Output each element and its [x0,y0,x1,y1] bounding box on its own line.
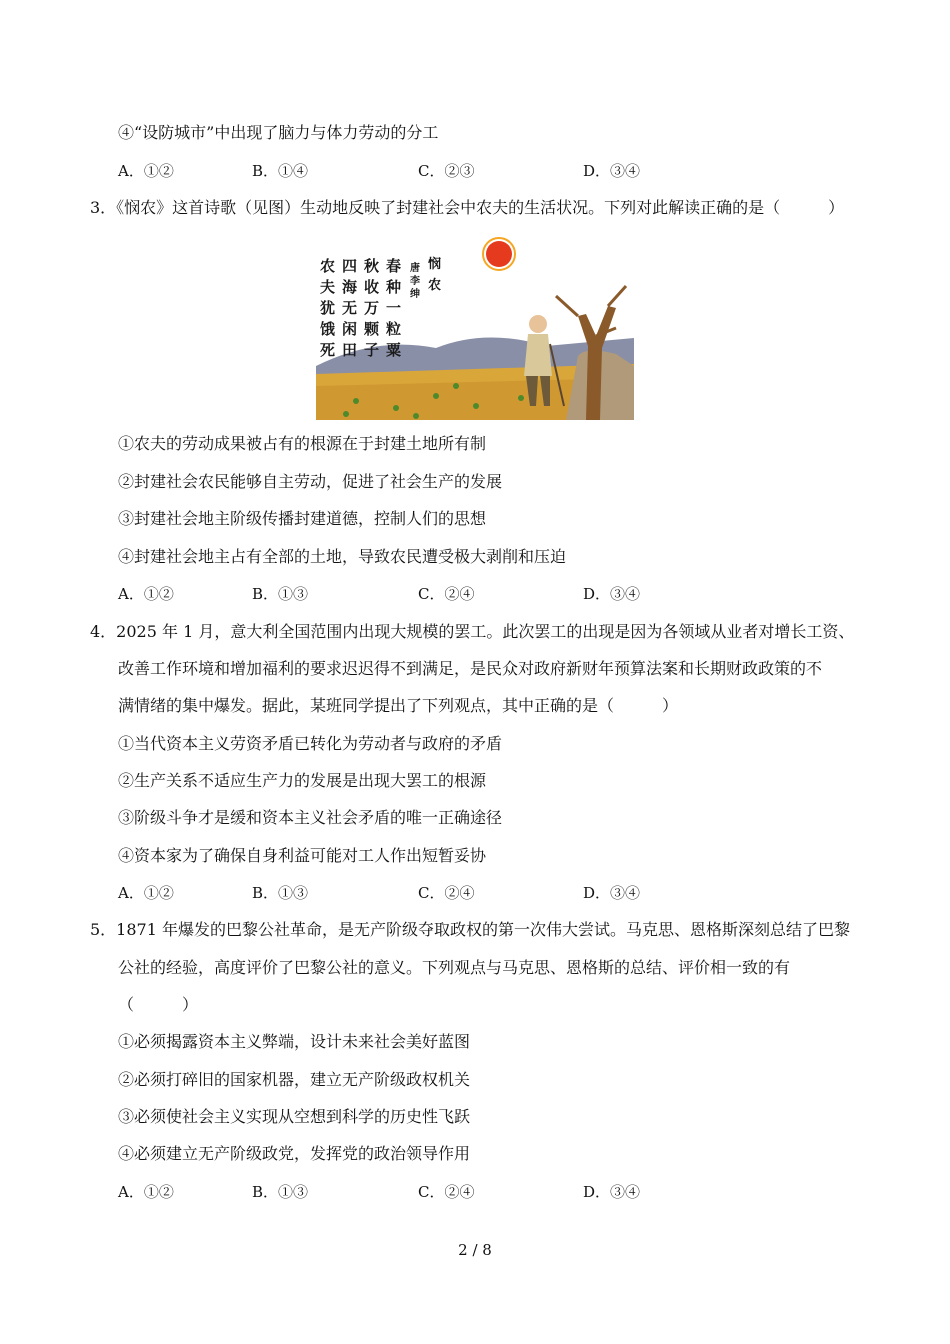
q3-item-3: ③封建社会地主阶级传播封建道德，控制人们的思想 [118,509,487,528]
q5-item-4: ④必须建立无产阶级政党，发挥党的政治领导作用 [118,1144,471,1163]
q4-item-3: ③阶级斗争才是缓和资本主义社会矛盾的唯一正确途径 [118,808,503,827]
q2-option-a: A．①② [118,162,174,180]
q5-item-1: ①必须揭露资本主义弊端，设计未来社会美好蓝图 [118,1032,471,1051]
q5-stem-line-2: 公社的经验，高度评价了巴黎公社的意义。下列观点与马克思、恩格斯的总结、评价相一致的有 [118,958,791,977]
poem-line-4: 农夫犹饿死 [320,257,336,359]
q4-item-4: ④资本家为了确保自身利益可能对工人作出短暂妥协 [118,846,487,865]
q5-stem-line-1: 5．1871 年爆发的巴黎公社革命，是无产阶级夺取政权的第一次伟大尝试。马克思、恩格斯深刻总结了巴黎 [90,920,850,939]
q5-stem-line-3: （ ） [118,995,199,1014]
q3-item-1: ①农夫的劳动成果被占有的根源在于封建土地所有制 [118,434,487,453]
q3-option-a: A．①② [118,585,174,603]
q3-option-c: C．②④ [418,585,475,603]
q4-stem-line-1: 4．2025 年 1 月，意大利全国范围内出现大规模的罢工。此次罢工的出现是因为各领域从业者对增长工资、 [90,622,855,641]
q5-item-2: ②必须打碎旧的国家机器，建立无产阶级政权机关 [118,1070,471,1089]
q5-option-c: C．②④ [418,1183,475,1201]
poem-line-3: 四海无闲田 [342,257,358,359]
q3-option-d: D．③④ [583,585,641,603]
q3-option-b: B．①③ [252,585,309,603]
q4-stem-line-3: 满情绪的集中爆发。据此，某班同学提出了下列观点，其中正确的是（ ） [118,696,679,715]
q3-item-2: ②封建社会农民能够自主劳动，促进了社会生产的发展 [118,472,503,491]
poem-author: 唐 李绅 [410,263,420,300]
q5-option-b: B．①③ [252,1183,309,1201]
q5-option-a: A．①② [118,1183,174,1201]
q4-option-a: A．①② [118,884,174,902]
q2-option-c: C．②③ [418,162,475,180]
q2-option-d: D．③④ [583,162,641,180]
q2-item-4: ④“设防城市”中出现了脑力与体力劳动的分工 [118,123,439,142]
q4-option-c: C．②④ [418,884,475,902]
q2-option-b: B．①④ [252,162,309,180]
poem-title: 悯农 [428,257,442,293]
poem-line-1: 春种一粒粟 [386,257,402,359]
q3-stem: 3．《悯农》这首诗歌（见图）生动地反映了封建社会中农夫的生活状况。下列对此解读正确的是（ ） [90,198,845,217]
q3-item-4: ④封建社会地主占有全部的土地，导致农民遭受极大剥削和压迫 [118,547,567,566]
q4-item-2: ②生产关系不适应生产力的发展是出现大罢工的根源 [118,771,487,790]
page-number: 2 / 8 [458,1241,492,1259]
poem-illustration [316,236,634,420]
q4-item-1: ①当代资本主义劳资矛盾已转化为劳动者与政府的矛盾 [118,734,503,753]
q4-option-d: D．③④ [583,884,641,902]
q4-stem-line-2: 改善工作环境和增加福利的要求迟迟得不到满足，是民众对政府新财年预算法案和长期财政政策的不 [118,659,823,678]
q5-item-3: ③必须使社会主义实现从空想到科学的历史性飞跃 [118,1107,471,1126]
poem-line-2: 秋收万颗子 [364,257,380,359]
q5-option-d: D．③④ [583,1183,641,1201]
q4-option-b: B．①③ [252,884,309,902]
